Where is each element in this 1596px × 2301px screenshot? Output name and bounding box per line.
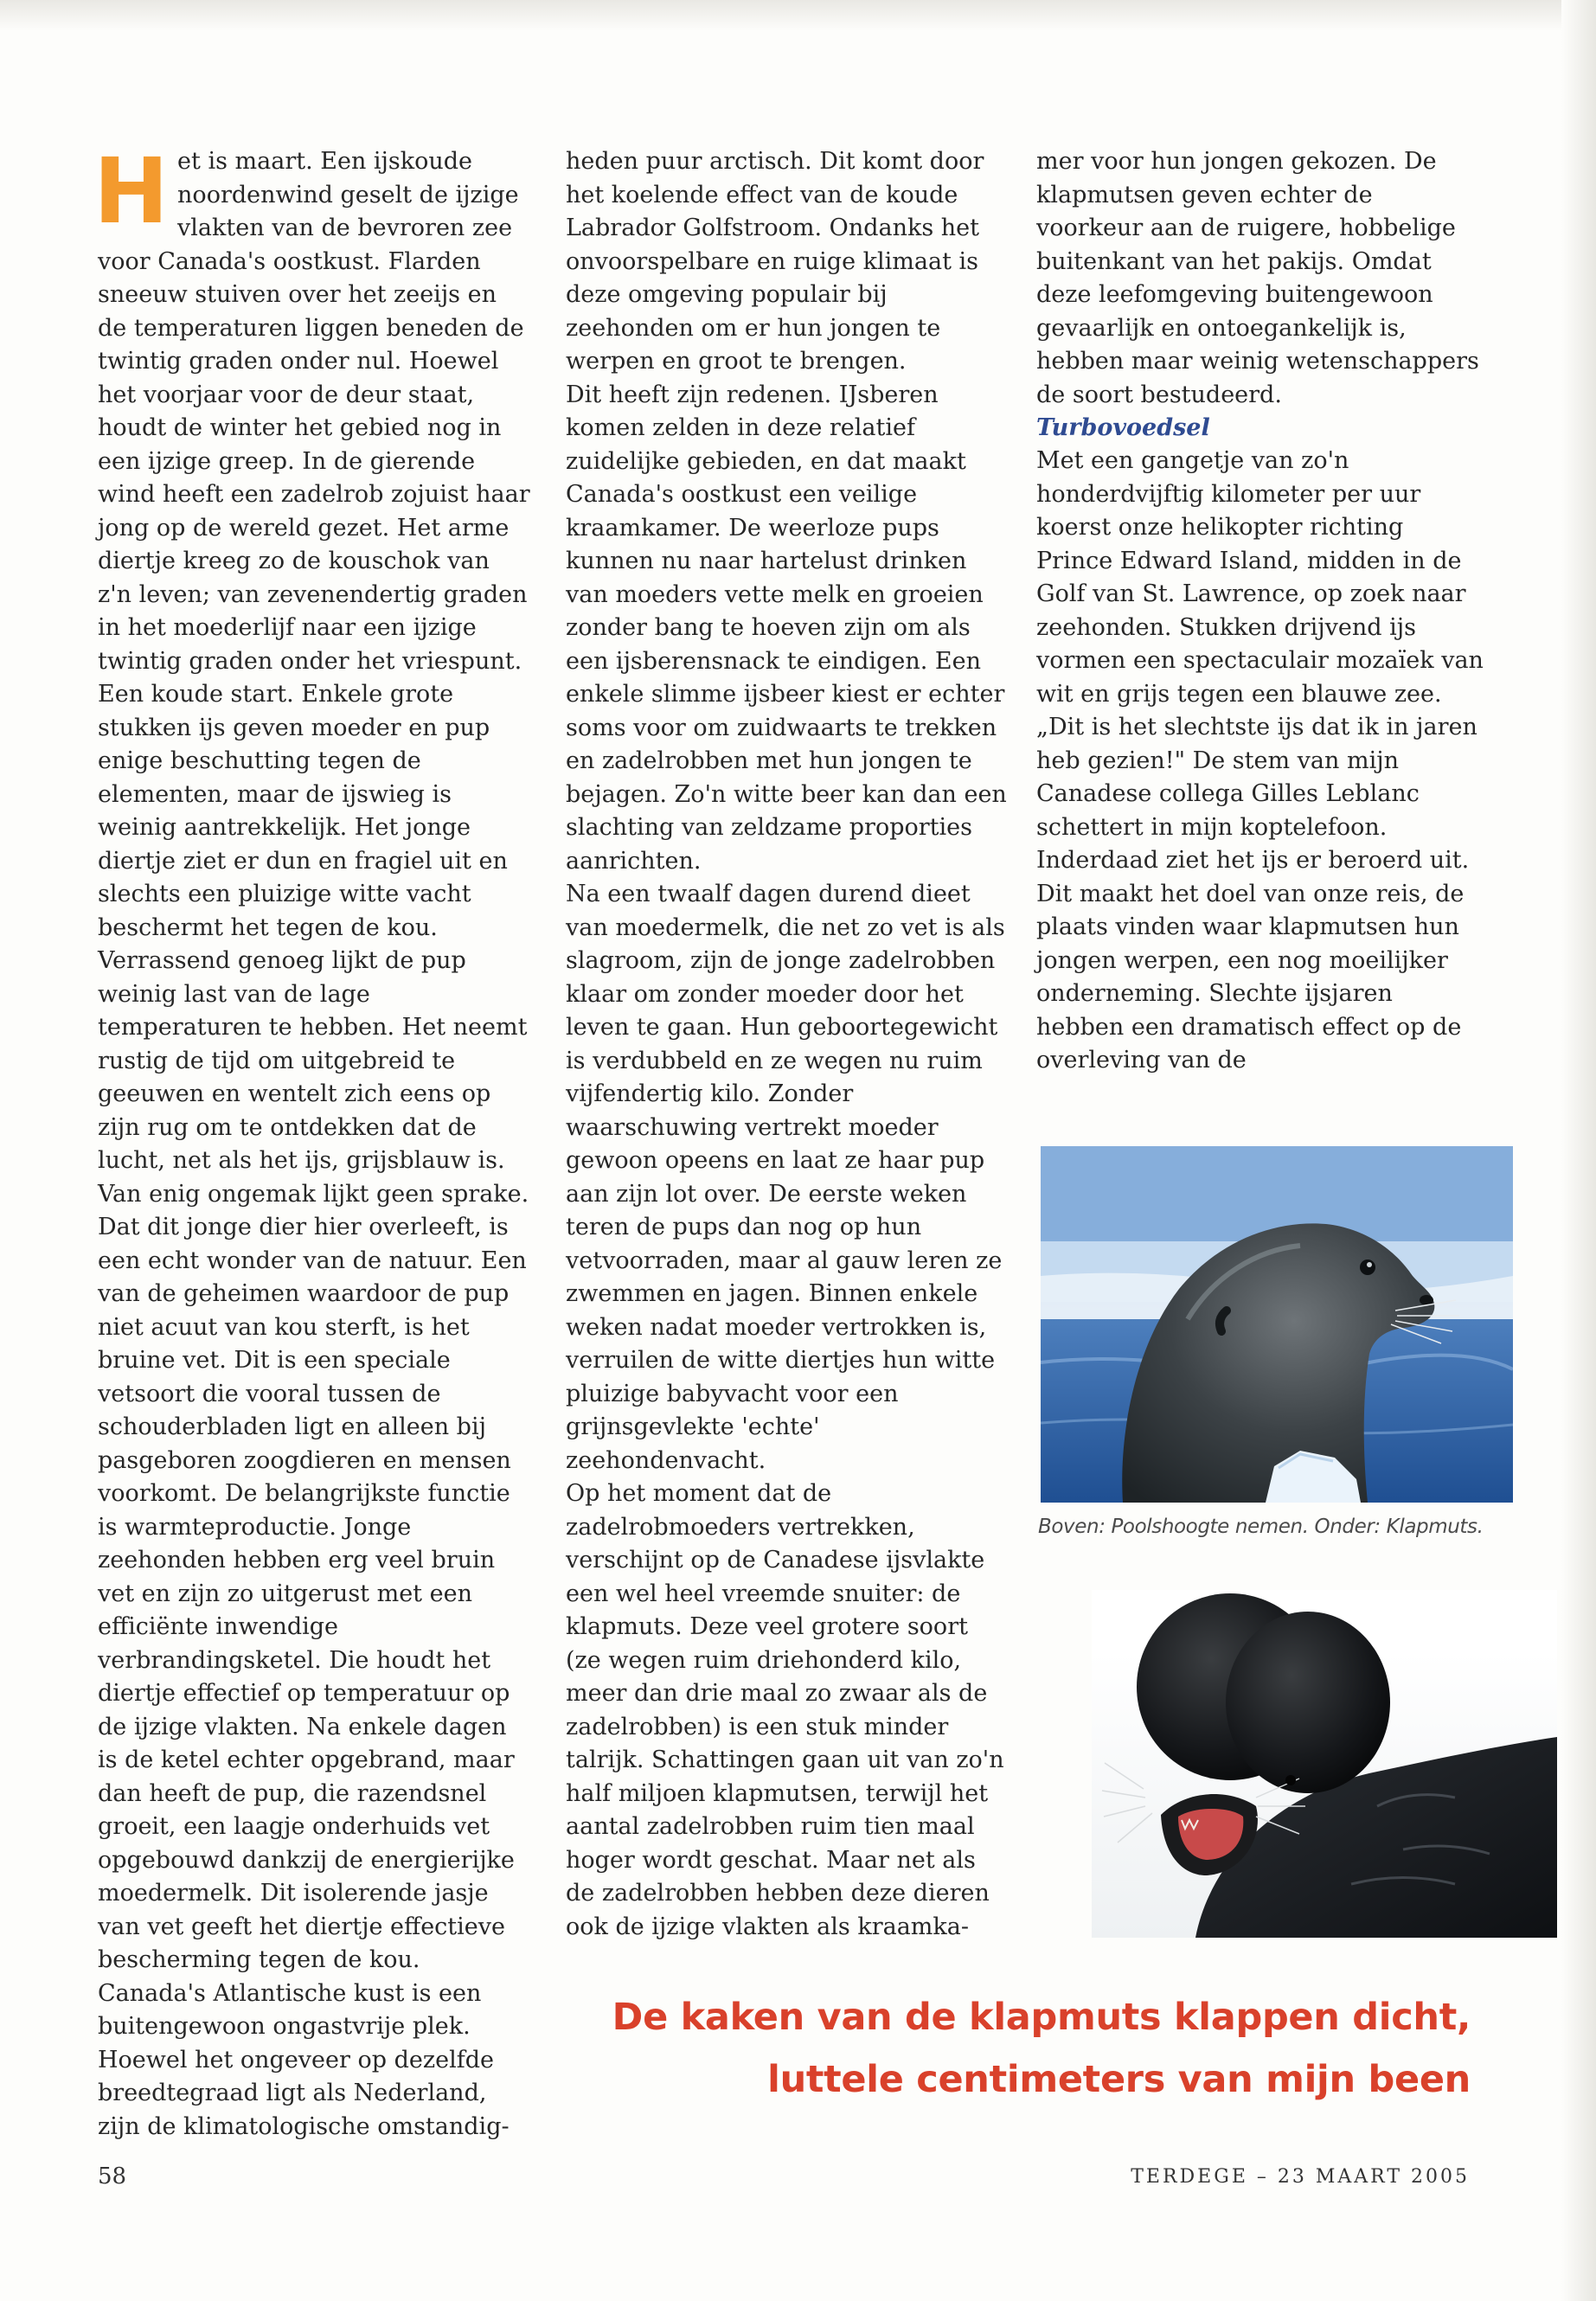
pull-quote-line: luttele centimeters van mijn been: [767, 2058, 1471, 2101]
article-paragraph: Na een twaalf dagen durend dieet van moedermelk, die net zo vet is als slagroom, zijn de jonge zadelrobben klaar om zonder moeder door het leven te gaan. Hun geboortegewicht is verdubbeld en ze wegen nu ruim vijfendertig kilo. Zonder waarschuwing vertrekt moeder gewoon opeens en laat ze haar pup aan zijn lot over. De eerste weken teren de pups dan nog op hun vetvoorraden, maar al gauw leren ze zwemmen en jagen. Binnen enkele weken nadat moeder vertrokken is, verruilen de witte diertjes hun witte pluizige babyvacht voor een grijnsgevlekte 'echte' zeehondenvacht.: [566, 881, 1005, 1474]
article-paragraph: mer voor hun jongen gekozen. De klapmutsen geven echter de voorkeur aan de ruigere, hobbelige buitenkant van het pakijs. Omdat deze leefomgeving buitengewoon gevaarlijk en ontoegankelijk is, hebben maar weinig wetenschappers de soort bestudeerd.: [1036, 148, 1479, 408]
seal-illustration: [1041, 1146, 1513, 1503]
article-column-2: [566, 145, 1007, 1944]
page-top-shadow: [0, 0, 1596, 31]
hooded-seal-photo: [1092, 1590, 1557, 1938]
seal-photo: [1041, 1146, 1513, 1503]
article-paragraph: Op het moment dat de zadelrobmoeders vertrekken, verschijnt op de Canadese ijsvlakte een wel heel vreemde snuiter: de klapmuts. Deze veel grotere soort (ze wegen ruim driehonderd kilo, meer dan drie maal zo zwaar als de zadelrobben) is een stuk minder talrijk. Schattingen gaan uit van zo'n half miljoen klapmutsen, terwijl het aantal zadelrobben ruim tien maal hoger wordt geschat. Maar net als de zadelrobben hebben deze dieren ook de ijzige vlakten als kraamka-: [566, 1480, 1004, 1940]
article-paragraph: Dit heeft zijn redenen. IJsberen komen zelden in deze relatief zuidelijke gebieden, en dat maakt Canada's oostkust een veilige kraamkamer. De weerloze pups kunnen nu naar hartelust drinken van moeders vette melk en groeien zonder bang te hoeven zijn om als een ijsberensnack te eindigen. Een enkele slimme ijsbeer kiest er echter soms voor om zuidwaarts te trekken en zadelrobben met hun jongen te bejagen. Zo'n witte beer kan dan een slachting van zeldzame proporties aanrichten.: [566, 381, 1007, 875]
article-column-3: [1036, 145, 1486, 1078]
article-paragraph: Canada's Atlantische kust is een buitengewoon ongastvrije plek. Hoewel het ongeveer op dezelfde breedtegraad ligt als Nederland, zijn de klimatologische omstandig-: [98, 1979, 510, 2140]
article-paragraph: Verrassend genoeg lijkt de pup weinig last van de lage temperaturen te hebben. Het neemt rustig de tijd om uitgebreid te geeuwen en wentelt zich eens op zijn rug om te ontdekken dat de lucht, net als het ijs, grijsblauw is. Van enig ongemak lijkt geen sprake. Dat dit jonge dier hier overleeft, is een echt wonder van de natuur. Een van de geheimen waardoor de pup niet acuut van kou sterft, is het bruine vet. Dit is een speciale vetsoort die vooral tussen de schouderbladen ligt en alleen bij pasgeboren zoogdieren en mensen voorkomt. De belangrijkste functie is warmteproductie. Jonge zeehonden hebben erg veel bruin vet en zijn zo uitgerust met een efficiënte inwendige verbrandingsketel. Die houdt het diertje effectief op temperatuur op de ijzige vlakten. Na enkele dagen is de ketel echter opgebrand, maar dan heeft de pup, die razendsnel groeit, een laagje onderhuids vet opgebouwd dankzij de energierijke moedermelk. Dit isolerende jasje van vet geeft het diertje effectieve bescherming tegen de kou.: [98, 947, 529, 1973]
drop-cap: H: [93, 138, 170, 244]
article-column-1: [93, 138, 530, 2144]
pull-quote-line: De kaken van de klapmuts klappen dicht,: [612, 1996, 1471, 2039]
article-paragraph: [93, 138, 530, 945]
photo-caption: Boven: Poolshoogte nemen. Onder: Klapmuts.: [1038, 1516, 1484, 1538]
article-paragraph: Met een gangetje van zo'n honderdvijftig kilometer per uur koerst onze helikopter richting Prince Edward Island, midden in de Golf van St. Lawrence, op zoek naar zeehonden. Stukken drijvend ijs vormen een spectaculair mozaïek van wit en grijs tegen een blauwe zee. „Dit is het slechtste ijs dat ik in jaren heb gezien!" De stem van mijn Canadese collega Gilles Leblanc schettert in mijn koptelefoon. Inderdaad ziet het ijs er beroerd uit. Dit maakt het doel van onze reis, de plaats vinden waar klapmutsen hun jongen werpen, een nog moeilijker onderneming. Slechte ijsjaren hebben een dramatisch effect op de overleving van de: [1036, 447, 1484, 1074]
page-right-shadow: [1561, 0, 1596, 2301]
article-paragraph: heden puur arctisch. Dit komt door het koelende effect van de koude Labrador Golfstroom. Ondanks het onvoorspelbare en ruige klimaat is deze omgeving populair bij zeehonden om er hun jongen te werpen en groot te brengen.: [566, 148, 984, 375]
section-subheading: Turbovoedsel: [1036, 414, 1210, 441]
page-number: 58: [98, 2163, 127, 2189]
hooded-seal-illustration: [1092, 1590, 1557, 1938]
pull-quote: [571, 1986, 1471, 2111]
publication-footer: TERDEGE – 23 MAART 2005: [1131, 2166, 1470, 2188]
paragraph-text: et is maart. Een ijskoude noordenwind geselt de ijzige vlakten van de bevroren zee voor Canada's oostkust. Flarden sneeuw stuiven over het zeeijs en de temperaturen liggen beneden de twintig graden onder nul. Hoewel het voorjaar voor de deur staat, houdt de winter het gebied nog in een ijzige greep. In de gierende wind heeft een zadelrob zojuist haar jong op de wereld gezet. Het arme diertje kreeg zo de kouschok van z'n leven; van zevenendertig graden in het moederlijf naar een ijzige twintig graden onder het vriespunt. Een koude start. Enkele grote stukken ijs geven moeder en pup enige beschutting tegen de elementen, maar de ijswieg is weinig aantrekkelijk. Het jonge diertje ziet er dun en fragiel uit en slechts een pluizige witte vacht beschermt het tegen de kou.: [98, 148, 530, 941]
